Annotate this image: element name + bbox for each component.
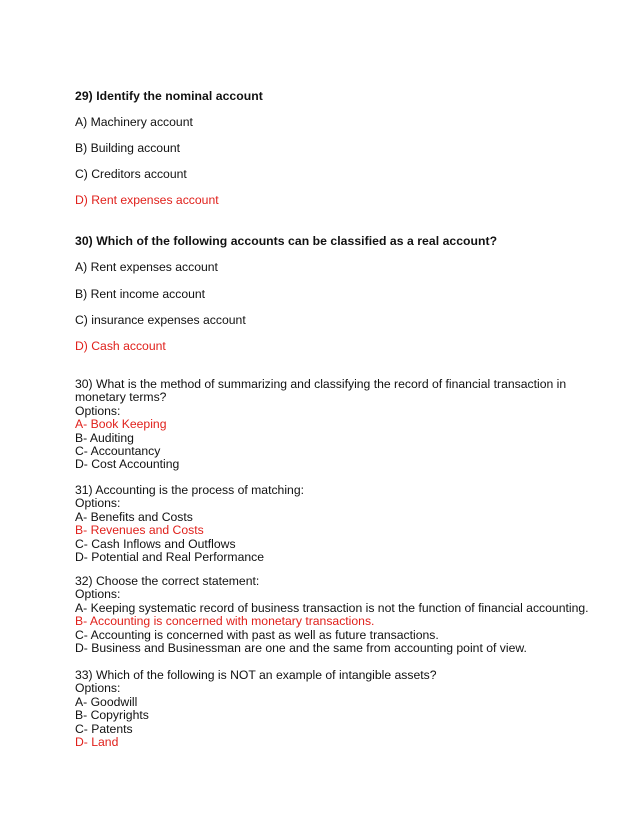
question-31-block <box>75 484 625 564</box>
question-31-text: 31) Accounting is the process of matching: <box>75 483 304 497</box>
question-33-option-d-answer: D- Land <box>75 735 119 750</box>
question-33-text: 33) Which of the following is NOT an example of intangible assets? <box>75 668 437 682</box>
question-30a-option-d-answer: D) Cash account <box>75 339 166 353</box>
question-30b-option-a-answer: A- Book Keeping <box>75 417 167 432</box>
question-30a-title: 30) Which of the following accounts can be classified as a real account? <box>75 234 498 248</box>
question-33-option-a: A- Goodwill <box>75 694 138 709</box>
question-32-block <box>75 575 625 655</box>
question-31-option-a: A- Benefits and Costs <box>75 509 193 524</box>
question-30b-options-label: Options: <box>75 403 121 418</box>
question-33-option-c: C- Patents <box>75 721 133 736</box>
question-30b-option-c: C- Accountancy <box>75 444 161 459</box>
question-33-options-label: Options: <box>75 681 121 696</box>
question-30b-option-b: B- Auditing <box>75 430 134 445</box>
question-32-option-c: C- Accounting is concerned with past as well as future transactions. <box>75 627 439 642</box>
question-30a-option-a: A) Rent expenses account <box>75 260 218 274</box>
question-31-option-b-answer: B- Revenues and Costs <box>75 523 204 538</box>
question-32-options-label: Options: <box>75 587 121 602</box>
question-30b-block <box>75 378 625 472</box>
question-30a-option-b: B) Rent income account <box>75 287 206 301</box>
question-29-option-b: B) Building account <box>75 141 181 155</box>
question-29-title: 29) Identify the nominal account <box>75 89 263 103</box>
question-30b-text-line2: monetary terms? <box>75 390 167 405</box>
question-32-option-a: A- Keeping systematic record of business transaction is not the function of financial accounting. <box>75 600 589 615</box>
question-33-block <box>75 669 625 749</box>
question-31-option-c: C- Cash Inflows and Outflows <box>75 536 236 551</box>
question-32-option-d: D- Business and Businessman are one and the same from accounting point of view. <box>75 641 527 656</box>
question-32-option-b-answer: B- Accounting is concerned with monetary transactions. <box>75 614 375 629</box>
question-29-option-c: C) Creditors account <box>75 167 187 181</box>
question-29-option-a: A) Machinery account <box>75 115 193 129</box>
question-31-options-label: Options: <box>75 496 121 511</box>
question-31-option-d: D- Potential and Real Performance <box>75 550 265 565</box>
question-30a-option-c: C) insurance expenses account <box>75 313 246 327</box>
question-33-option-b: B- Copyrights <box>75 708 149 723</box>
question-32-text: 32) Choose the correct statement: <box>75 574 260 588</box>
question-30b-text-line1: 30) What is the method of summarizing and classifying the record of financial transaction in <box>75 377 567 391</box>
question-30b-option-d: D- Cost Accounting <box>75 457 180 472</box>
question-29-option-d-answer: D) Rent expenses account <box>75 193 219 207</box>
